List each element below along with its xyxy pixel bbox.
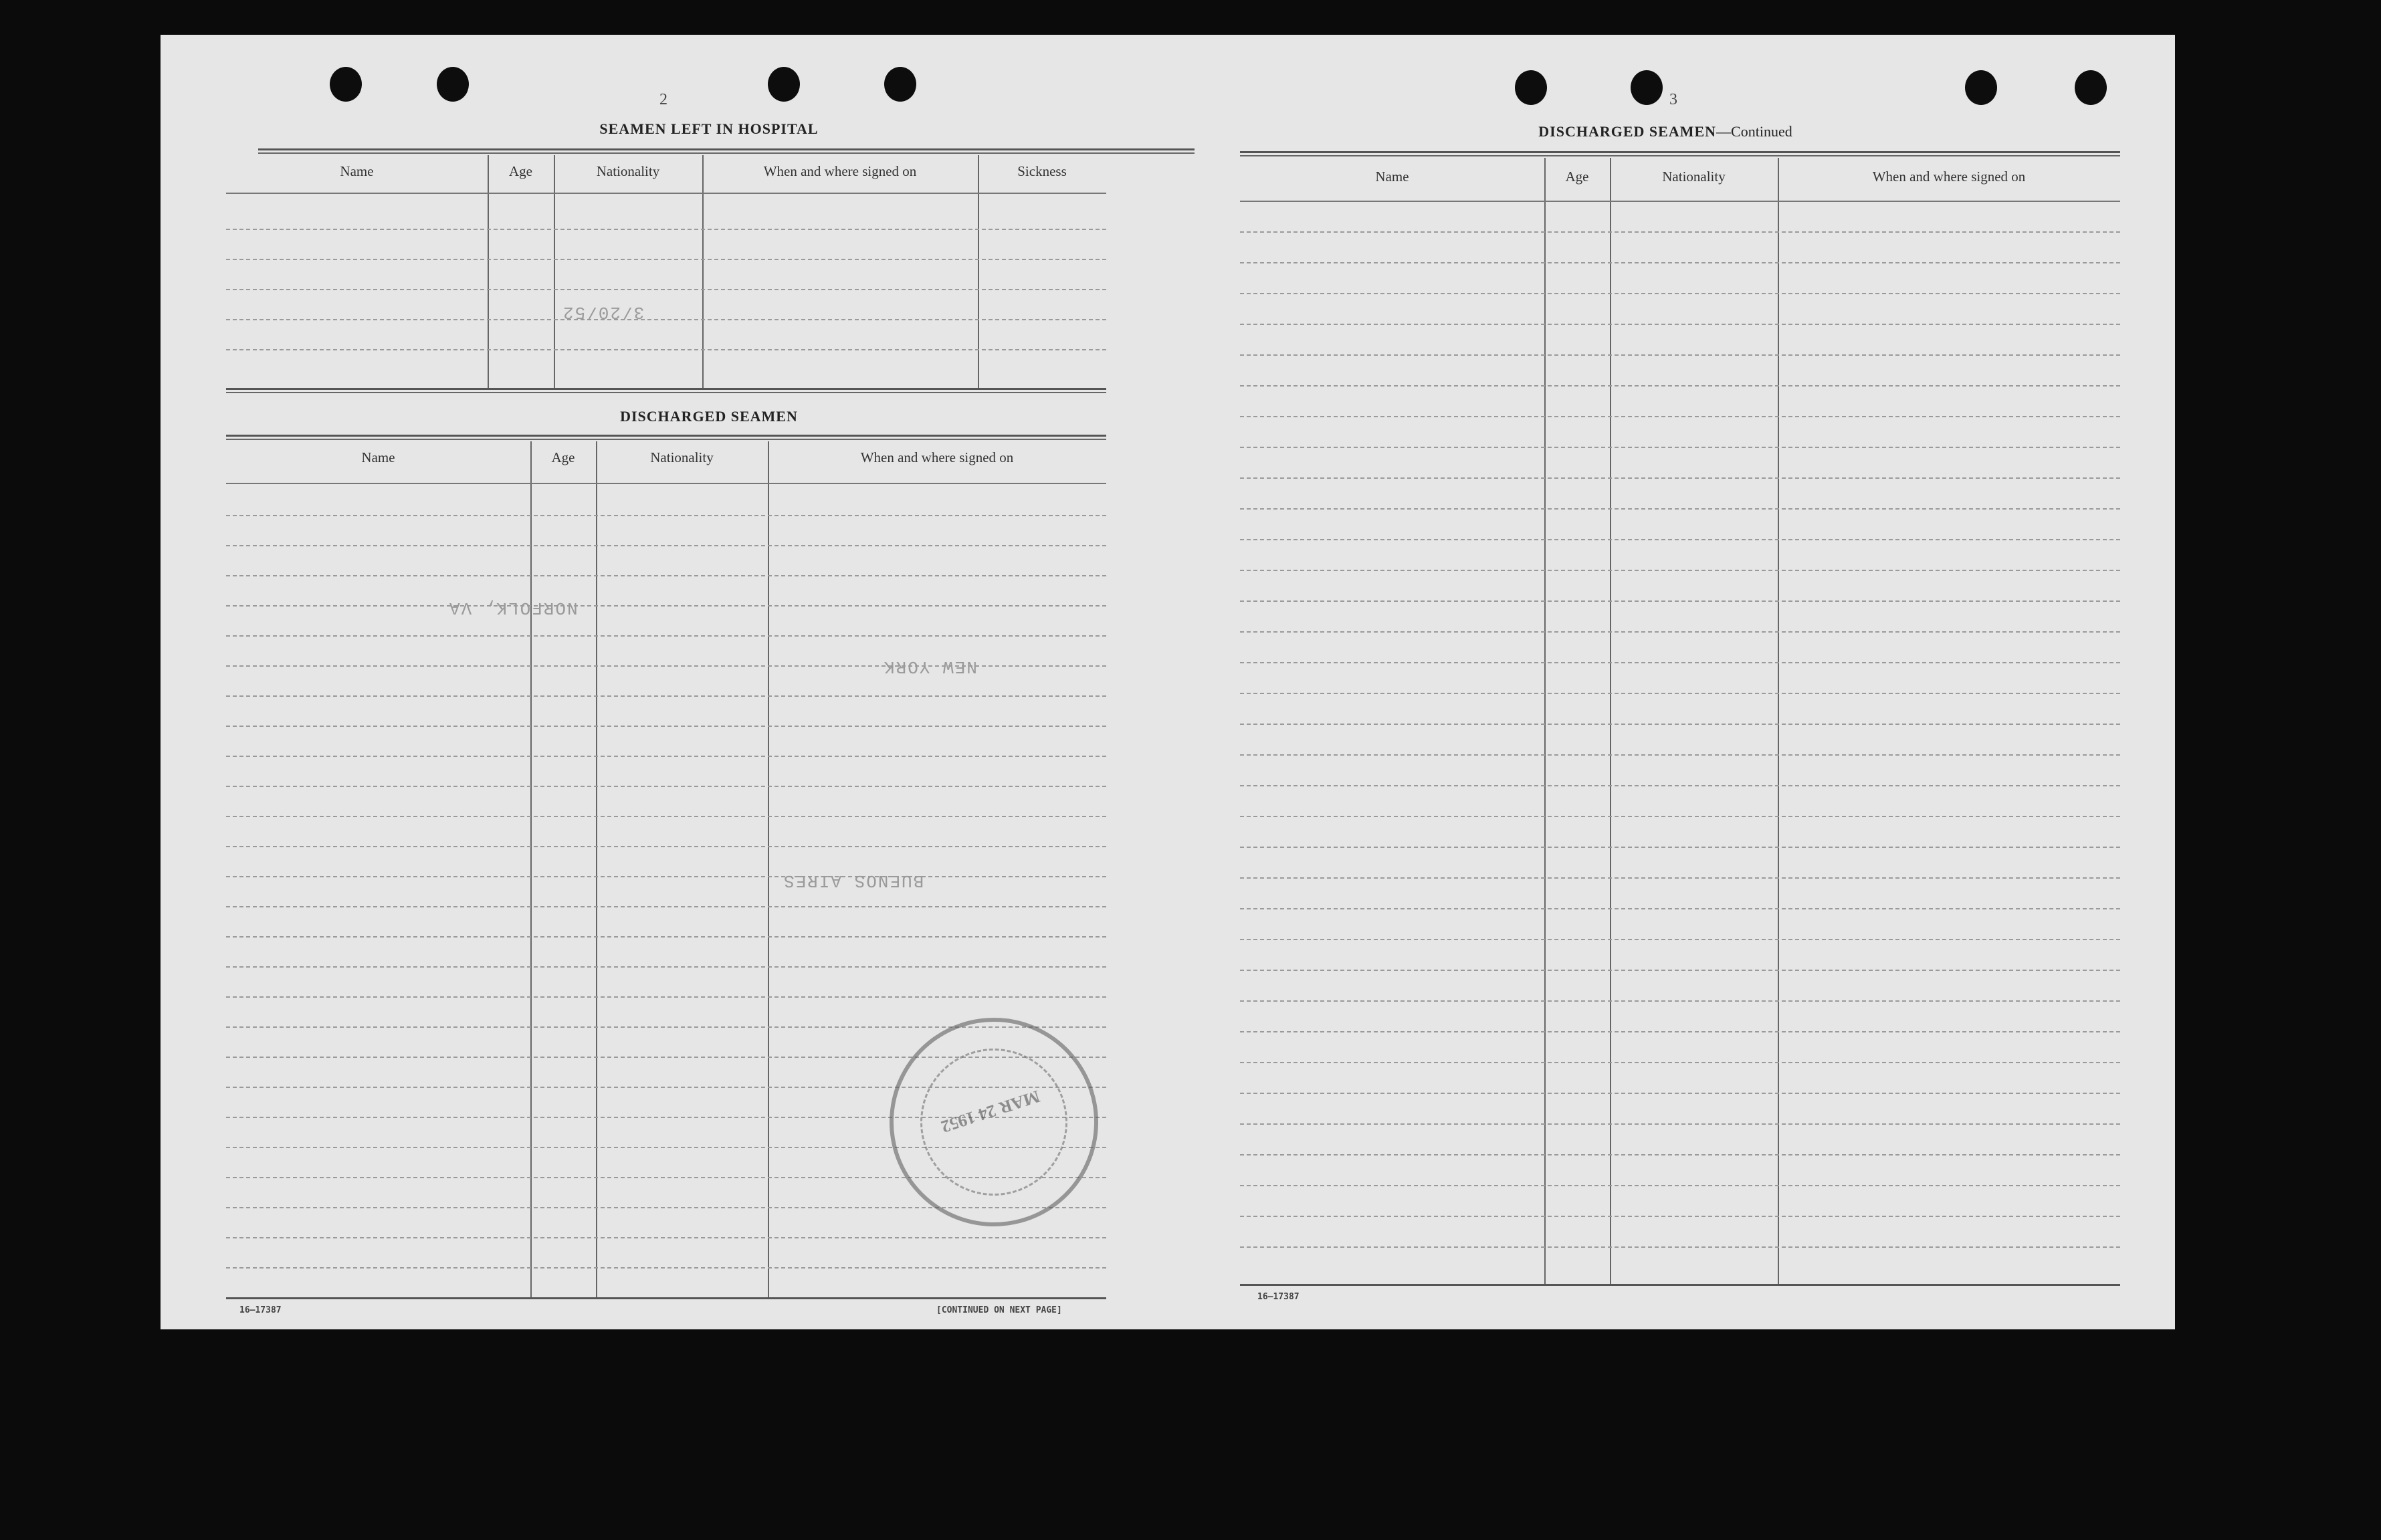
column-divider (1544, 158, 1546, 1284)
table-row (226, 876, 1106, 877)
divider (226, 1297, 1106, 1299)
table-row (1240, 1093, 2120, 1094)
table-header-rule (1240, 201, 2120, 202)
table-row (1240, 785, 2120, 786)
table-row (1240, 939, 2120, 940)
table-row (1240, 293, 2120, 294)
table-row (226, 906, 1106, 907)
table-row (1240, 847, 2120, 848)
table-row (226, 936, 1106, 938)
column-divider (1610, 158, 1611, 1284)
column-header-name: Name (361, 449, 395, 465)
column-divider (768, 441, 769, 1297)
table-row (1240, 385, 2120, 387)
column-header-age: Age (551, 449, 575, 465)
table-header-rule (226, 483, 1106, 484)
document-sheet (161, 35, 2175, 1329)
column-header-age: Age (1565, 169, 1589, 185)
punch-hole (1515, 70, 1547, 105)
table-row (1240, 231, 2120, 233)
stamp-date: MAR 24 1952 (938, 1086, 1043, 1137)
punch-hole (330, 67, 362, 102)
divider (1240, 151, 2120, 153)
table-row (226, 966, 1106, 968)
right-section-title-suffix: —Continued (1716, 123, 1792, 140)
column-header-name: Name (340, 163, 374, 179)
column-header-nationality: Nationality (596, 163, 660, 179)
table-row (1240, 570, 2120, 571)
column-header-nationality: Nationality (1662, 169, 1726, 185)
divider (226, 392, 1106, 393)
column-header-sickness: Sickness (1017, 163, 1067, 179)
table-row (1240, 724, 2120, 725)
table-row (1240, 1216, 2120, 1217)
punch-hole (884, 67, 916, 102)
punch-hole (437, 67, 469, 102)
bleed-through-text: NORFOLK, VA (448, 598, 578, 618)
punch-hole (2075, 70, 2107, 105)
hospital-table (226, 155, 1106, 388)
column-header-signed-on: When and where signed on (860, 449, 1014, 465)
table-row (1240, 754, 2120, 756)
column-divider (702, 155, 704, 388)
table-row (226, 259, 1106, 260)
table-row (1240, 477, 2120, 479)
table-row (1240, 1185, 2120, 1186)
table-row (1240, 600, 2120, 602)
table-row (1240, 1154, 2120, 1156)
table-row (1240, 908, 2120, 909)
punch-hole (768, 67, 800, 102)
column-divider (1778, 158, 1779, 1284)
table-row (1240, 324, 2120, 325)
table-row (226, 1237, 1106, 1238)
table-row (1240, 262, 2120, 263)
right-page-number: 3 (1669, 91, 1677, 108)
column-divider (530, 441, 532, 1297)
divider (258, 148, 1195, 150)
divider (1240, 155, 2120, 156)
table-row (1240, 631, 2120, 633)
table-row (1240, 816, 2120, 817)
column-header-age: Age (509, 163, 532, 179)
table-row (1240, 1031, 2120, 1032)
right-section-title (1505, 123, 1826, 140)
table-row (226, 349, 1106, 350)
punch-hole (1965, 70, 1997, 105)
table-row (226, 605, 1106, 607)
table-row (226, 289, 1106, 290)
table-row (226, 635, 1106, 637)
divider (226, 435, 1106, 437)
table-row (1240, 1123, 2120, 1125)
column-divider (596, 441, 597, 1297)
table-row (226, 726, 1106, 727)
left-page-number: 2 (659, 91, 667, 108)
table-header-rule (226, 193, 1106, 194)
table-row (1240, 662, 2120, 663)
column-header-signed-on: When and where signed on (1872, 169, 2026, 185)
column-divider (488, 155, 489, 388)
table-row (1240, 416, 2120, 417)
divider (226, 388, 1106, 390)
table-row (226, 515, 1106, 516)
hospital-section-title: SEAMEN LEFT IN HOSPITAL (599, 120, 819, 137)
column-header-name: Name (1375, 169, 1409, 185)
table-row (226, 816, 1106, 817)
divider (226, 439, 1106, 440)
right-section-title-main: DISCHARGED SEAMEN (1538, 123, 1717, 140)
discharged-section-title: DISCHARGED SEAMEN (620, 408, 798, 425)
table-row (226, 756, 1106, 757)
punch-hole (1631, 70, 1663, 105)
table-row (226, 695, 1106, 697)
table-row (1240, 354, 2120, 356)
table-row (1240, 539, 2120, 540)
table-row (1240, 693, 2120, 694)
table-row (226, 786, 1106, 787)
table-row (1240, 877, 2120, 879)
bleed-through-text: 3/20/52 (562, 302, 645, 322)
table-row (1240, 1246, 2120, 1248)
column-divider (554, 155, 555, 388)
table-row (226, 319, 1106, 320)
table-row (1240, 508, 2120, 510)
discharged-continued-table (1240, 158, 2120, 1284)
table-row (1240, 447, 2120, 448)
table-row (1240, 1062, 2120, 1063)
table-row (226, 846, 1106, 847)
divider (258, 152, 1195, 154)
right-form-number: 16—17387 (1257, 1292, 1300, 1302)
table-row (226, 229, 1106, 230)
table-row (1240, 1000, 2120, 1002)
column-header-nationality: Nationality (650, 449, 714, 465)
bleed-through-text: NEW YORK (883, 657, 977, 677)
divider (1240, 1284, 2120, 1286)
table-row (1240, 970, 2120, 971)
table-row (226, 545, 1106, 546)
column-header-signed-on: When and where signed on (763, 163, 917, 179)
table-row (226, 1267, 1106, 1269)
continued-note: [CONTINUED ON NEXT PAGE] (936, 1305, 1062, 1315)
column-divider (978, 155, 979, 388)
table-row (226, 575, 1106, 576)
left-form-number: 16—17387 (239, 1305, 282, 1315)
table-row (226, 996, 1106, 998)
bleed-through-text: BUENOS AIRES (783, 871, 924, 891)
